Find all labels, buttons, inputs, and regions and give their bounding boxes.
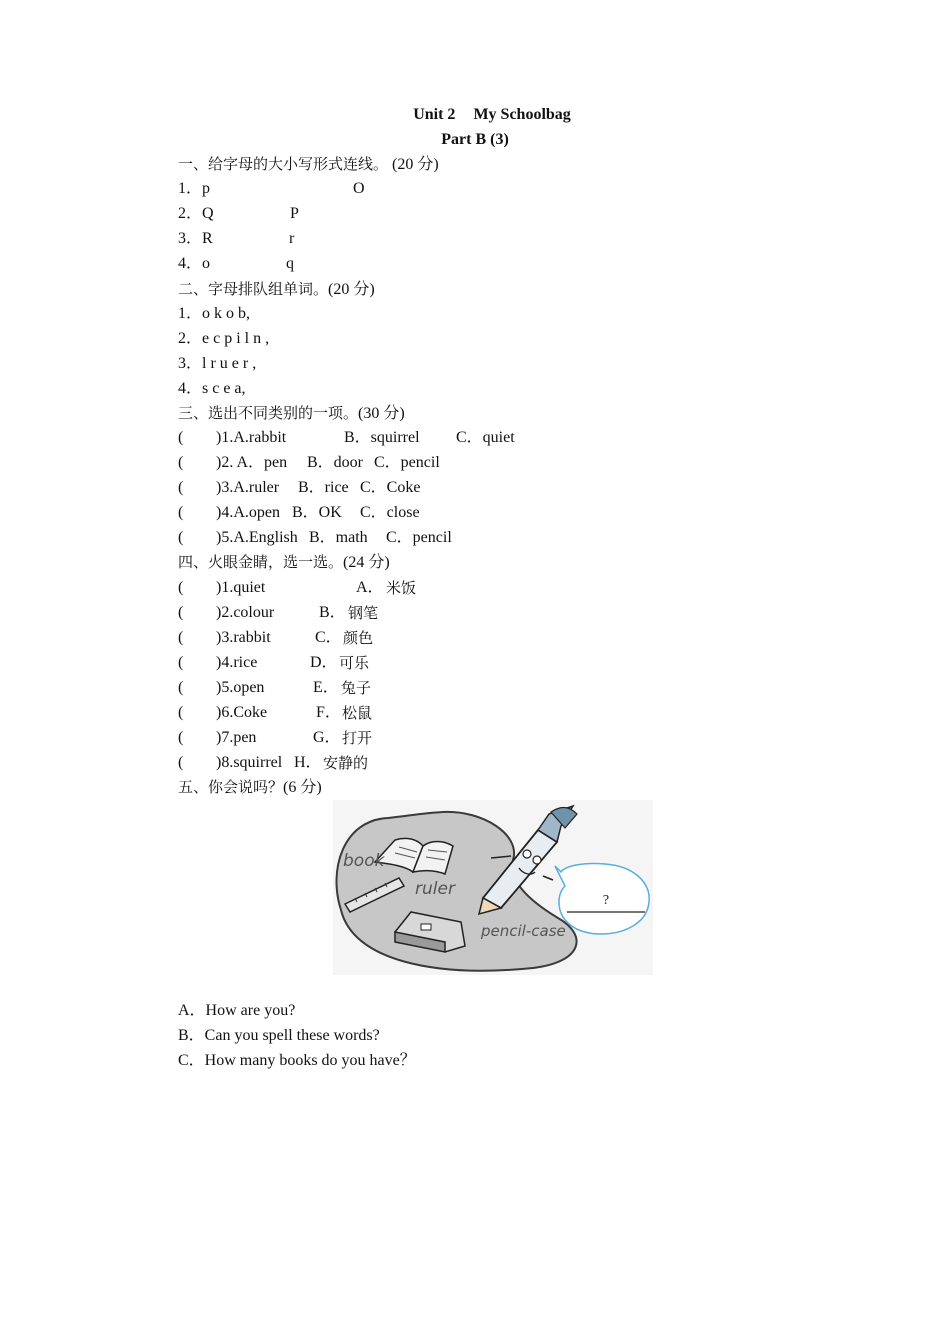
section-5-heading: 五、你会说吗？(6 分) <box>178 778 322 796</box>
s4-row-6: ( )6.Coke F． 松鼠 <box>178 704 373 722</box>
s4-row-8: ( )8.squirrel H． 安静的 <box>178 754 369 772</box>
book-label: book <box>343 851 385 871</box>
page-title <box>17 105 950 125</box>
s4-row-4: ( )4.rice D． 可乐 <box>178 654 370 672</box>
s3-row-1: ( )1.A.rabbit B．squirrel C．quiet <box>178 429 515 446</box>
s3-row-4: ( )4.A.open B．OK C．close <box>178 504 420 521</box>
s4-row-3: ( )3.rabbit C． 颜色 <box>178 629 374 647</box>
school-supplies-illustration <box>333 800 653 975</box>
title-unit: Unit 2 <box>413 106 456 123</box>
s4-row-1: ( )1.quiet A． 米饭 <box>178 579 417 597</box>
pencil-case-label: pencil-case <box>481 922 566 940</box>
s2-row-1: 1．o k o b, <box>178 305 251 322</box>
s2-row-2: 2．e c p i l n , <box>178 330 270 347</box>
s1-row-2: 2．Q P <box>178 205 299 222</box>
page-subtitle: Part B (3) <box>441 131 509 148</box>
ruler-label: ruler <box>415 879 455 899</box>
s4-row-7: ( )7.pen G． 打开 <box>178 729 373 747</box>
title-name: My Schoolbag <box>473 106 571 123</box>
section-3-heading: 三、选出不同类别的一项。(30 分) <box>178 404 405 422</box>
s5-option-a: A．How are you? <box>178 1002 296 1019</box>
s5-option-b: B．Can you spell these words? <box>178 1027 380 1044</box>
s3-row-2: ( )2. A．pen B．door C．pencil <box>178 454 440 471</box>
s2-row-4: 4．s c e a, <box>178 380 246 397</box>
s5-option-c: C．How many books do you have？ <box>178 1052 416 1069</box>
section-2-heading: 二、字母排队组单词。(20 分) <box>178 280 375 298</box>
s2-row-3: 3．l r u e r , <box>178 355 257 372</box>
section-4-heading: 四、火眼金睛，选一选。(24 分) <box>178 553 390 571</box>
s1-row-3: 3．R r <box>178 230 295 247</box>
s4-row-5: ( )5.open E． 兔子 <box>178 679 372 697</box>
s3-row-5: ( )5.A.English B．math C．pencil <box>178 529 452 546</box>
s1-row-1: 1．p O <box>178 180 365 197</box>
s4-row-2: ( )2.colour B． 钢笔 <box>178 604 379 622</box>
s1-row-4: 4．o q <box>178 255 294 272</box>
bubble-question-mark: ? <box>602 893 610 908</box>
s3-row-3: ( )3.A.ruler B．rice C．Coke <box>178 479 421 496</box>
section-1-heading: 一、给字母的大小写形式连线。 (20 分) <box>178 155 439 173</box>
